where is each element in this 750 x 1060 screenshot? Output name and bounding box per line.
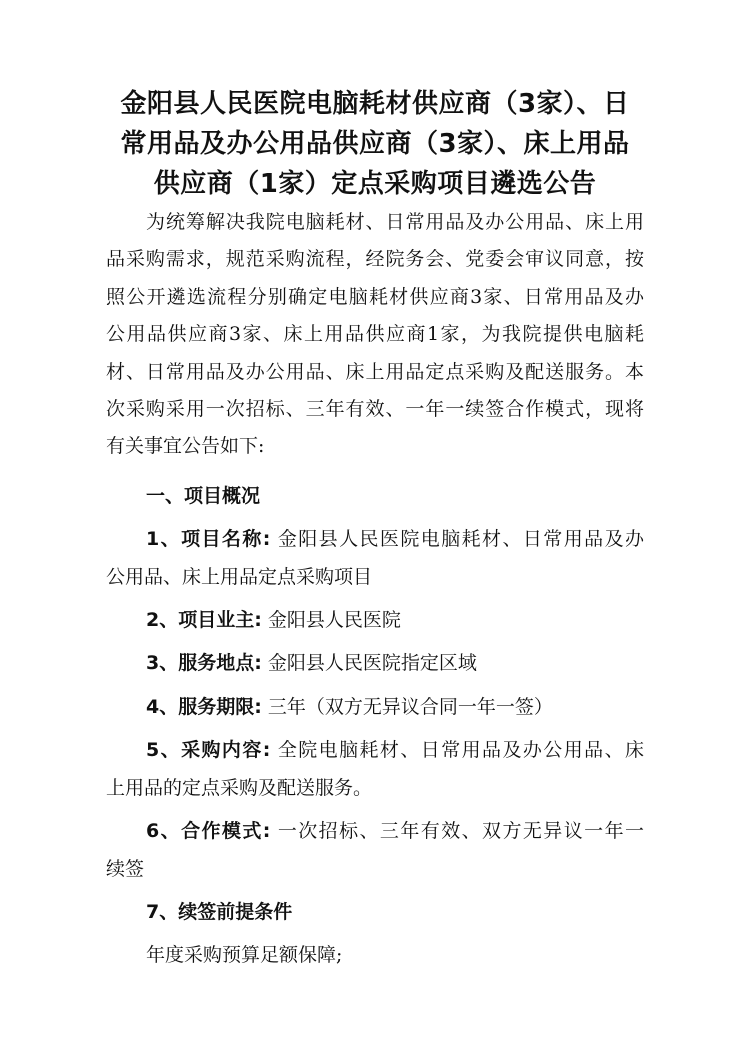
renewal-condition-budget	[106, 937, 644, 974]
title-line-1: 金阳县人民医院电脑耗材供应商（3家）、日	[120, 89, 630, 119]
intro-line-7: 有关事宜公告如下:	[106, 435, 265, 458]
item-text: 三年（双方无异议合同一年一签）	[261, 695, 553, 718]
section-heading-project-overview: 一、项目概况	[146, 484, 261, 507]
intro-line-4: 公用品供应商3家、床上用品供应商1家，为我院提供电脑耗	[106, 323, 644, 346]
item-procurement-content	[106, 732, 644, 807]
item-continuation: 公用品、床上用品定点采购项目	[106, 565, 373, 588]
item-line	[106, 602, 644, 639]
item-renewal-conditions	[106, 894, 644, 931]
item-project-owner	[106, 602, 644, 639]
item-cooperation-mode	[106, 813, 644, 888]
item-label: 5、采购内容:	[146, 739, 271, 762]
item-line	[106, 521, 644, 558]
item-line	[106, 689, 644, 726]
item-text: 一次招标、三年有效、双方无异议一年一	[270, 820, 644, 843]
item-line	[106, 645, 644, 682]
item-label: 2、项目业主:	[146, 609, 262, 632]
title-line-3: 供应商（1家）定点采购项目遴选公告	[153, 169, 597, 199]
intro-line-6: 次采购采用一次招标、三年有效、一年一续签合作模式，现将	[106, 398, 644, 421]
item-line	[106, 894, 644, 931]
item-text: 全院电脑耗材、日常用品及办公用品、床	[270, 739, 644, 762]
intro-line-1: 为统筹解决我院电脑耗材、日常用品及办公用品、床上用	[146, 211, 644, 233]
item-label: 1、项目名称:	[146, 528, 271, 551]
item-label: 7、续签前提条件	[146, 900, 293, 923]
item-label: 4、服务期限:	[146, 695, 262, 718]
item-project-name	[106, 521, 644, 596]
document-title	[106, 84, 644, 204]
item-label: 3、服务地点:	[146, 652, 262, 675]
intro-line-2: 品采购需求，规范采购流程，经院务会、党委会审议同意，按	[106, 248, 644, 271]
intro-line-5: 材、日常用品及办公用品、床上用品定点采购及配送服务。本	[106, 360, 644, 383]
intro-line-3: 照公开遴选流程分别确定电脑耗材供应商3家、日常用品及办	[106, 285, 644, 308]
document-page	[106, 84, 644, 975]
item-label: 6、合作模式:	[146, 820, 271, 843]
item-line	[106, 732, 644, 769]
item-continuation: 上用品的定点采购及配送服务。	[106, 776, 373, 799]
item-text: 金阳县人民医院	[261, 609, 401, 632]
item-text: 金阳县人民医院电脑耗材、日常用品及办	[270, 528, 644, 551]
intro-paragraph	[106, 204, 644, 466]
budget-line: 年度采购预算足额保障;	[146, 944, 343, 967]
item-text: 金阳县人民医院指定区域	[261, 652, 477, 675]
item-line	[106, 813, 644, 850]
item-continuation: 续签	[106, 857, 145, 880]
item-service-period	[106, 689, 644, 726]
item-service-location	[106, 645, 644, 682]
title-line-2: 常用品及办公用品供应商（3家）、床上用品	[120, 129, 630, 159]
